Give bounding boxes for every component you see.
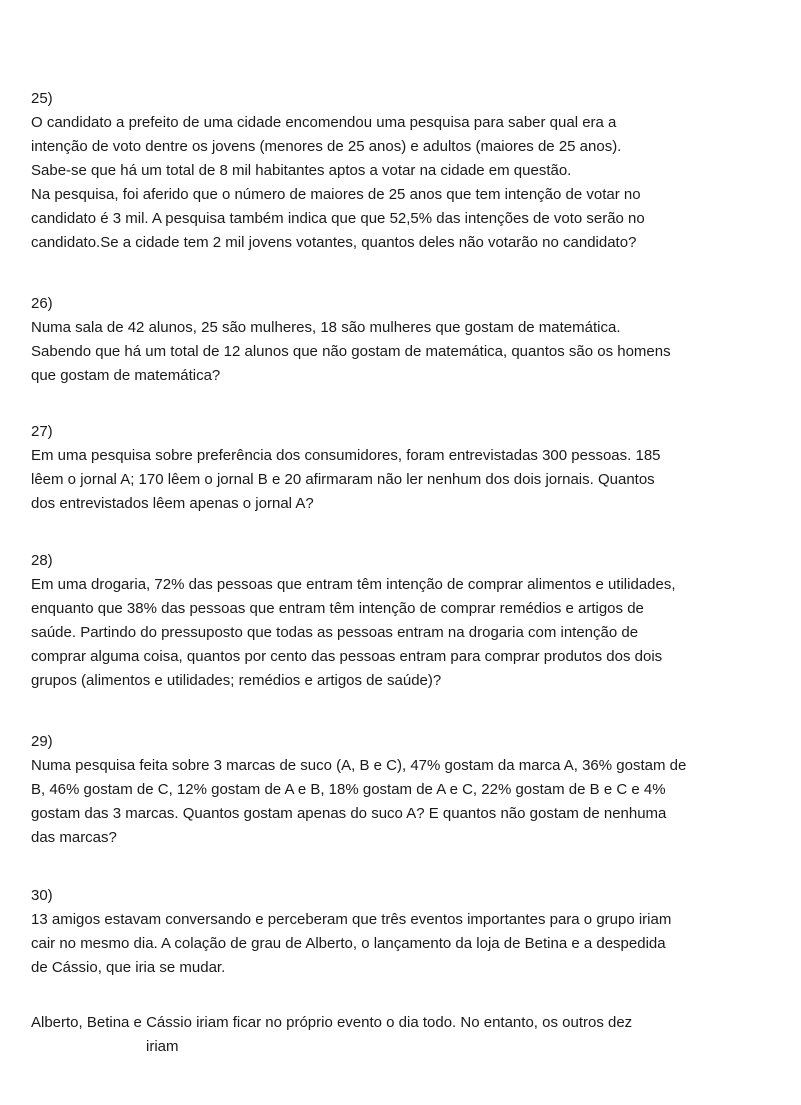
question-text-line: Sabendo que há um total de 12 alunos que não gostam de matemática, quantos são os homens bbox=[31, 343, 671, 360]
question-30-continuation bbox=[31, 1011, 771, 1059]
question-text-line: Sabe-se que há um total de 8 mil habitantes aptos a votar na cidade em questão. bbox=[31, 162, 572, 179]
question-25 bbox=[31, 87, 771, 255]
question-text-line: Numa sala de 42 alunos, 25 são mulheres, 18 são mulheres que gostam de matemática. bbox=[31, 319, 621, 336]
question-text-line: candidato.Se a cidade tem 2 mil jovens votantes, quantos deles não votarão no candidato? bbox=[31, 234, 637, 251]
question-text-line: Numa pesquisa feita sobre 3 marcas de suco (A, B e C), 47% gostam da marca A, 36% gostam de bbox=[31, 757, 687, 774]
question-text-line: lêem o jornal A; 170 lêem o jornal B e 20 afirmaram não ler nenhum dos dois jornais. Quantos bbox=[31, 471, 655, 488]
question-text-line: saúde. Partindo do pressuposto que todas as pessoas entram na drogaria com intenção de bbox=[31, 624, 639, 641]
question-text-line: Em uma drogaria, 72% das pessoas que entram têm intenção de comprar alimentos e utilidades, bbox=[31, 576, 676, 593]
question-text-line: gostam das 3 marcas. Quantos gostam apenas do suco A? E quantos não gostam de nenhuma bbox=[31, 805, 667, 822]
question-text-line: dos entrevistados lêem apenas o jornal A? bbox=[31, 495, 314, 512]
question-29 bbox=[31, 730, 771, 850]
question-text-line: que gostam de matemática? bbox=[31, 367, 221, 384]
question-28 bbox=[31, 549, 771, 693]
question-26 bbox=[31, 292, 771, 388]
question-text-line: iriam bbox=[146, 1038, 179, 1055]
question-text-line: B, 46% gostam de C, 12% gostam de A e B, 18% gostam de A e C, 22% gostam de B e C e 4% bbox=[31, 781, 666, 798]
question-text-line: enquanto que 38% das pessoas que entram têm intenção de comprar remédios e artigos de bbox=[31, 600, 644, 617]
question-text-line: 13 amigos estavam conversando e perceberam que três eventos importantes para o grupo iriam bbox=[31, 911, 672, 928]
question-text-line: de Cássio, que iria se mudar. bbox=[31, 959, 226, 976]
question-number: 29) bbox=[31, 733, 53, 750]
question-text-line: Alberto, Betina e Cássio iriam ficar no próprio evento o dia todo. No entanto, os outros dez bbox=[31, 1014, 633, 1031]
question-text-line: das marcas? bbox=[31, 829, 117, 846]
question-number: 27) bbox=[31, 423, 53, 440]
question-text-line: comprar alguma coisa, quantos por cento das pessoas entram para comprar produtos dos dois bbox=[31, 648, 663, 665]
question-text-line: Na pesquisa, foi aferido que o número de maiores de 25 anos que tem intenção de votar no bbox=[31, 186, 641, 203]
question-number: 25) bbox=[31, 90, 53, 107]
question-text-line: candidato é 3 mil. A pesquisa também indica que que 52,5% das intenções de voto serão no bbox=[31, 210, 645, 227]
question-text-line: grupos (alimentos e utilidades; remédios e artigos de saúde)? bbox=[31, 672, 442, 689]
question-text-line: cair no mesmo dia. A colação de grau de Alberto, o lançamento da loja de Betina e a despedida bbox=[31, 935, 666, 952]
question-text-line: Em uma pesquisa sobre preferência dos consumidores, foram entrevistadas 300 pessoas. 185 bbox=[31, 447, 661, 464]
question-text-line: O candidato a prefeito de uma cidade encomendou uma pesquisa para saber qual era a bbox=[31, 114, 617, 131]
question-number: 26) bbox=[31, 295, 53, 312]
question-27 bbox=[31, 420, 771, 516]
question-text-line: intenção de voto dentre os jovens (menores de 25 anos) e adultos (maiores de 25 anos). bbox=[31, 138, 622, 155]
question-number: 30) bbox=[31, 887, 53, 904]
question-30 bbox=[31, 884, 771, 980]
question-number: 28) bbox=[31, 552, 53, 569]
